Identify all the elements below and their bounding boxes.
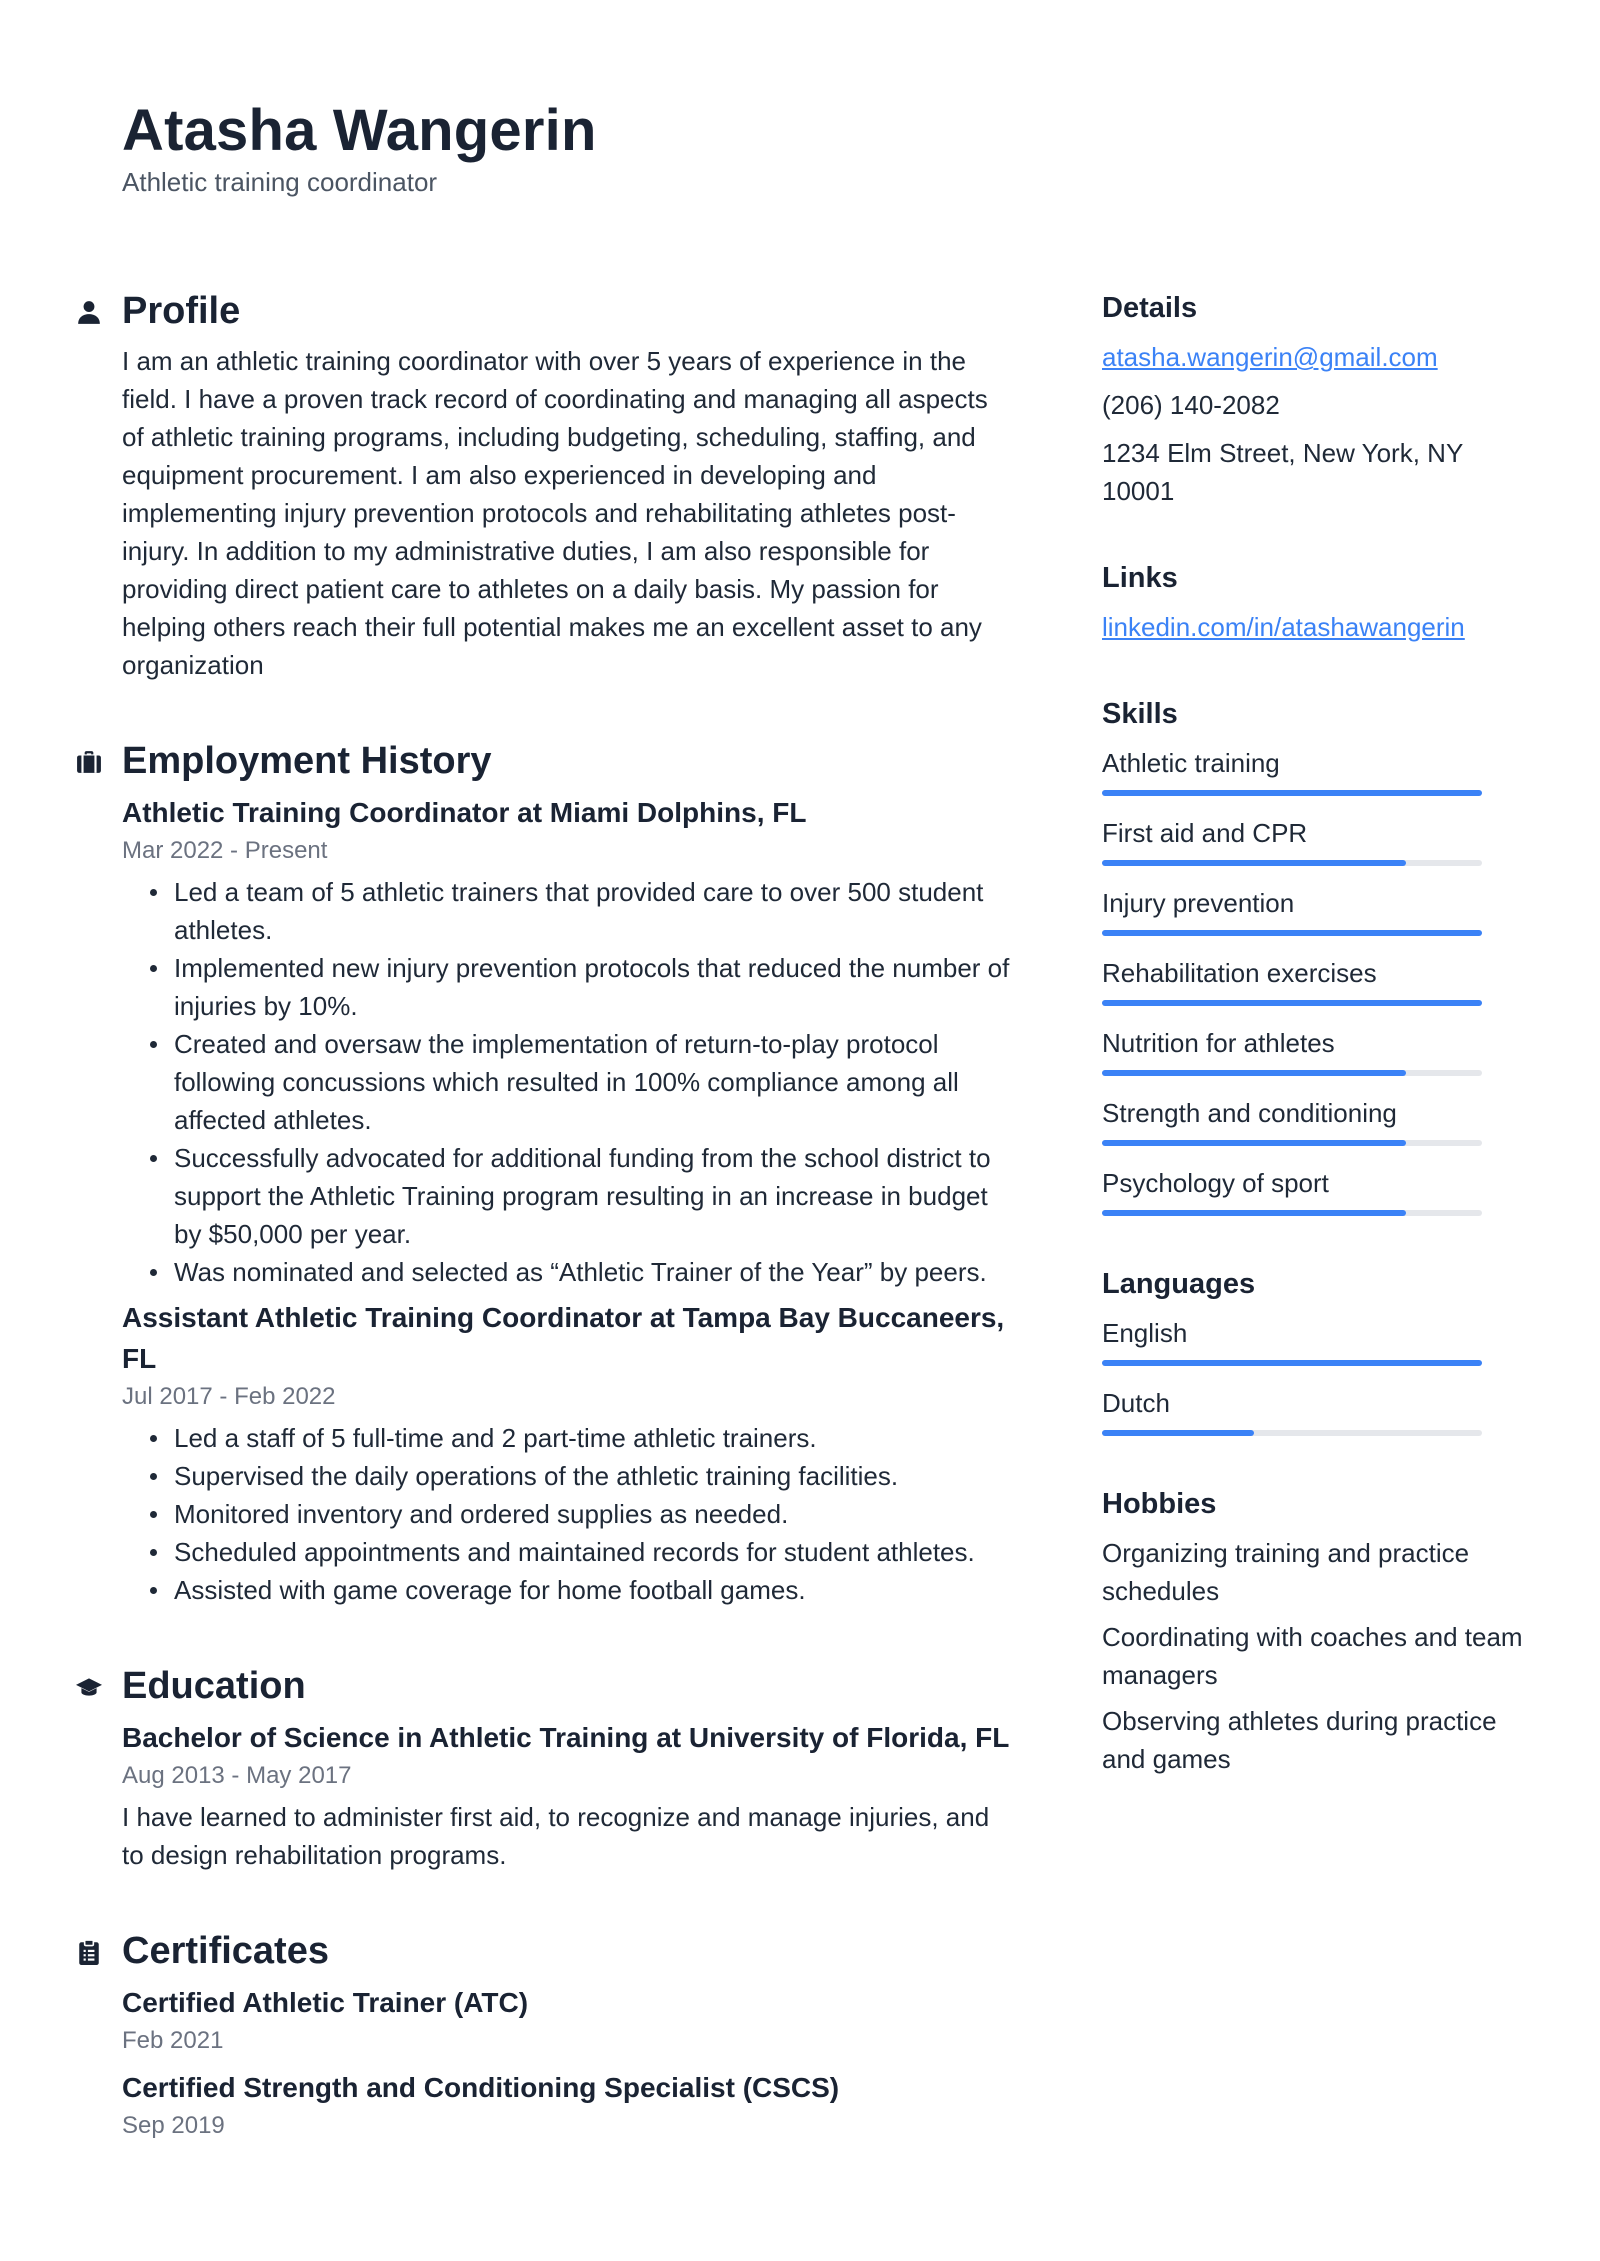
list-item: Monitored inventory and ordered supplies as needed. <box>174 1495 1016 1533</box>
languages-block <box>1102 1264 1532 1436</box>
skill-label: Rehabilitation exercises <box>1102 958 1377 988</box>
skill-level-bar <box>1102 1070 1482 1076</box>
employment-heading-row <box>122 738 1016 784</box>
links-heading: Links <box>1102 562 1178 594</box>
hobby-item: Organizing training and practice schedules <box>1102 1538 1470 1606</box>
job-title: Assistant Athletic Training Coordinator at Tampa Bay Buccaneers, FL <box>122 1302 1005 1374</box>
details-heading: Details <box>1102 292 1198 324</box>
list-item: Was nominated and selected as “Athletic Trainer of the Year” by peers. <box>174 1253 1016 1291</box>
certificates-heading: Certificates <box>122 1929 329 1972</box>
job-dates: Mar 2022 - Present <box>122 837 328 864</box>
main-column <box>76 288 1016 2198</box>
degree-title: Bachelor of Science in Athletic Training at University of Florida, FL <box>122 1722 1010 1753</box>
skill-item <box>1102 1094 1532 1146</box>
degree-dates: Aug 2013 - May 2017 <box>122 1762 352 1789</box>
candidate-name: Atasha Wangerin <box>122 98 597 163</box>
skill-label: Strength and conditioning <box>1102 1098 1397 1128</box>
job-title: Athletic Training Coordinator at Miami Dolphins, FL <box>122 797 807 828</box>
clipboard-icon <box>76 1939 102 1965</box>
links-block <box>1102 558 1532 646</box>
resume-header <box>122 98 1022 198</box>
certificate-entry <box>122 1982 1016 2059</box>
skill-item <box>1102 814 1532 866</box>
skill-level-fill <box>1102 790 1482 796</box>
certificate-name: Certified Athletic Trainer (ATC) <box>122 1987 529 2018</box>
skill-label: Injury prevention <box>1102 888 1295 918</box>
list-item: Implemented new injury prevention protocols that reduced the number of injuries by 10%. <box>174 949 1016 1025</box>
candidate-title: Athletic training coordinator <box>122 166 438 197</box>
list-item: Supervised the daily operations of the athletic training facilities. <box>174 1457 1016 1495</box>
list-item: Created and oversaw the implementation of return-to-play protocol following concussions which resulted in 100% compliance among all affected athletes. <box>174 1025 1016 1139</box>
user-icon <box>76 299 102 325</box>
hobbies-heading: Hobbies <box>1102 1488 1217 1520</box>
skill-item <box>1102 884 1532 936</box>
linkedin-link[interactable]: linkedin.com/in/atashawangerin <box>1102 612 1465 642</box>
skill-item <box>1102 744 1532 796</box>
skill-level-bar <box>1102 930 1482 936</box>
education-heading-row <box>122 1663 1016 1709</box>
education-section <box>76 1663 1016 1874</box>
skill-level-bar <box>1102 860 1482 866</box>
briefcase-icon <box>76 749 102 775</box>
job-bullets <box>122 873 1016 1291</box>
employment-heading: Employment History <box>122 739 492 782</box>
certificate-date: Sep 2019 <box>122 2112 225 2139</box>
job-entry <box>122 792 1016 1291</box>
skill-label: First aid and CPR <box>1102 818 1308 848</box>
skill-item <box>1102 1384 1532 1436</box>
hobby-item: Coordinating with coaches and team managers <box>1102 1622 1523 1690</box>
skill-item <box>1102 1314 1532 1366</box>
certificates-section <box>76 1928 1016 2144</box>
skill-level-bar <box>1102 1360 1482 1366</box>
employment-section <box>76 738 1016 1609</box>
sidebar-column <box>1102 288 1532 1826</box>
skill-label: Dutch <box>1102 1388 1170 1418</box>
job-dates: Jul 2017 - Feb 2022 <box>122 1383 336 1410</box>
skills-block <box>1102 694 1532 1216</box>
skills-list <box>1102 744 1532 1216</box>
skill-level-fill <box>1102 1360 1482 1366</box>
certificate-entry <box>122 2067 1016 2144</box>
profile-text: I am an athletic training coordinator with over 5 years of experience in the field. I have a proven track record of coordinating and managing all aspects of athletic training programs, including budgeting, scheduling, staffing, and equipment procurement. I am also experienced in developing and implementing injury prevention protocols and rehabilitating athletes post-injury. In addition to my administrative duties, I am also responsible for providing direct patient care to athletes on a daily basis. My passion for helping others reach their full potential makes me an excellent asset to any organization <box>122 346 988 680</box>
skill-level-bar <box>1102 1140 1482 1146</box>
job-bullets <box>122 1419 1016 1609</box>
list-item: Scheduled appointments and maintained records for student athletes. <box>174 1533 1016 1571</box>
languages-list <box>1102 1314 1532 1436</box>
skill-level-fill <box>1102 860 1406 866</box>
list-item: Successfully advocated for additional funding from the school district to support the Athletic Training program resulting in an increase in budget by $50,000 per year. <box>174 1139 1016 1253</box>
skill-level-fill <box>1102 1140 1406 1146</box>
skill-level-fill <box>1102 1000 1482 1006</box>
skill-level-fill <box>1102 1430 1254 1436</box>
skill-level-fill <box>1102 1210 1406 1216</box>
skill-label: Athletic training <box>1102 748 1280 778</box>
skill-item <box>1102 1024 1532 1076</box>
hobbies-block <box>1102 1484 1532 1778</box>
skill-level-bar <box>1102 790 1482 796</box>
skill-level-fill <box>1102 930 1482 936</box>
education-heading: Education <box>122 1664 306 1707</box>
job-entry <box>122 1297 1016 1609</box>
list-item: Assisted with game coverage for home football games. <box>174 1571 1016 1609</box>
skill-level-bar <box>1102 1210 1482 1216</box>
education-text: I have learned to administer first aid, to recognize and manage injuries, and to design rehabilitation programs. <box>122 1802 990 1870</box>
languages-heading: Languages <box>1102 1268 1256 1300</box>
profile-heading-row <box>122 288 1016 334</box>
certificates-heading-row <box>122 1928 1016 1974</box>
skill-label: Nutrition for athletes <box>1102 1028 1335 1058</box>
profile-section <box>76 288 1016 684</box>
skill-label: English <box>1102 1318 1188 1348</box>
list-item: Led a staff of 5 full-time and 2 part-time athletic trainers. <box>174 1419 1016 1457</box>
certificate-date: Feb 2021 <box>122 2027 224 2054</box>
address: 1234 Elm Street, New York, NY 10001 <box>1102 438 1463 506</box>
skills-heading: Skills <box>1102 698 1178 730</box>
graduation-cap-icon <box>76 1674 102 1700</box>
skill-level-fill <box>1102 1070 1406 1076</box>
certificate-name: Certified Strength and Conditioning Specialist (CSCS) <box>122 2072 840 2103</box>
skill-label: Psychology of sport <box>1102 1168 1329 1198</box>
skill-item <box>1102 954 1532 1006</box>
hobby-item: Observing athletes during practice and games <box>1102 1706 1497 1774</box>
email-link[interactable]: atasha.wangerin@gmail.com <box>1102 342 1438 372</box>
details-block <box>1102 288 1532 510</box>
list-item: Led a team of 5 athletic trainers that provided care to over 500 student athletes. <box>174 873 1016 949</box>
skill-item <box>1102 1164 1532 1216</box>
phone-number: (206) 140-2082 <box>1102 390 1280 420</box>
profile-heading: Profile <box>122 289 241 332</box>
skill-level-bar <box>1102 1430 1482 1436</box>
skill-level-bar <box>1102 1000 1482 1006</box>
